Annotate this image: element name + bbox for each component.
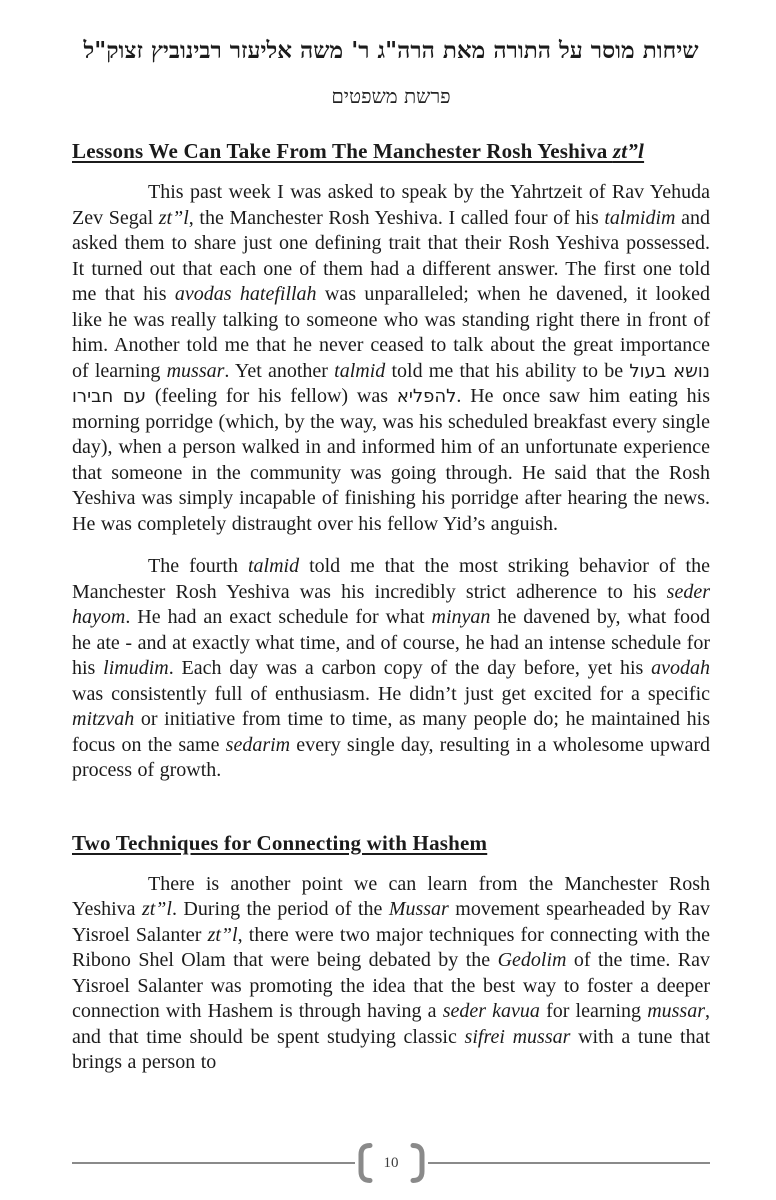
- text-run: with a tune that brings a person to: [72, 1025, 711, 1073]
- page-number: 10: [383, 1154, 399, 1171]
- italic-term: limudim: [103, 657, 169, 679]
- text-run: and asked them to share just one defining trait that their Rosh Yeshiva possessed. It turned out that each one of them had a different answer. The first one told me that his: [72, 206, 710, 305]
- italic-term: talmid: [247, 555, 300, 577]
- text-run: . During the period of the: [172, 898, 389, 920]
- italic-term: Mussar: [388, 898, 449, 920]
- text-run: , and that time should be spent studying classic: [72, 1000, 710, 1048]
- italic-term: mitzvah: [72, 708, 135, 730]
- italic-term: sifrei mussar: [464, 1025, 571, 1048]
- italic-term: seder kavua: [442, 1000, 540, 1022]
- italic-term: talmidim: [604, 206, 676, 229]
- text-run: . He once saw him eating his morning porridge (which, by the way, was his scheduled breakfast every single day), when a person walked in and informed him of an unfortunate experience that someone in the community was going through. He said that the Rosh Yeshiva was simply incapable of finishing his porridge after hearing the news. He was completely distraught over his fellow Yid’s anguish.: [72, 385, 710, 535]
- italic-term: avodas hatefillah: [174, 283, 317, 305]
- hebrew-title: שיחות מוסר על התורה מאת הרה"ג ר' משה אליעזר רבינוביץ זצוק"ל: [83, 37, 699, 64]
- left-bracket-ornament: [355, 1141, 373, 1185]
- footer-rule-left: [72, 1162, 355, 1164]
- text-run: movement spearheaded by Rav Yisroel Salanter: [72, 898, 711, 946]
- section-heading-lessons-from-manchester-rosh-yeshiva: [72, 138, 710, 165]
- text-run: was unparalleled; when he davened, it looked like he was really talking to someone who was standing right there in front of him. Another told me that he never ceased to talk about the great importance of learning: [72, 283, 711, 382]
- text-run: . Each day was a carbon copy of the day before, yet his: [168, 657, 652, 679]
- italic-term: zt”l: [158, 206, 189, 229]
- page-footer: [72, 1140, 710, 1186]
- italic-term: minyan: [431, 606, 491, 628]
- italic-term: mussar: [647, 1000, 705, 1022]
- text-run: he davened by, what food he ate - and at exactly what time, and of course, he had an intense schedule for his: [72, 606, 710, 679]
- hebrew-phrase: להפליא: [396, 386, 457, 407]
- text-run: This past week I was asked to speak by the Yahrtzeit of Rav Yehuda Zev Segal: [72, 181, 710, 229]
- page-header: [72, 36, 710, 109]
- footer-rule-right: [428, 1162, 711, 1164]
- text-run: , there were two major techniques for connecting with the Ribono Shel Olam that were being debated by the: [72, 923, 710, 971]
- text-run: (feeling for his fellow) was: [146, 385, 397, 407]
- italic-term: zt”l: [141, 898, 172, 920]
- italic-term: zt”l: [612, 139, 645, 163]
- text-run: or initiative from time to time, as many people do; he maintained his focus on the same: [72, 708, 710, 756]
- right-bracket-ornament: [410, 1141, 428, 1185]
- italic-term: sedarim: [225, 733, 291, 756]
- text-run: for learning: [539, 1000, 648, 1022]
- text-run: Two Techniques for Connecting with Hashem: [72, 830, 488, 855]
- text-run: of the time. Rav Yisroel Salanter was promoting the idea that the best way to foster a deeper connection with Hashem is through having a: [72, 949, 711, 1022]
- italic-term: zt”l: [207, 923, 238, 946]
- text-run: , the Manchester Rosh Yeshiva. I called four of his: [188, 206, 605, 229]
- body-paragraph: [72, 554, 710, 784]
- text-run: . Yet another: [224, 359, 335, 382]
- article-body: [72, 138, 710, 1076]
- parsha-subtitle: פרשת משפטים: [331, 84, 451, 108]
- body-paragraph: [72, 872, 710, 1076]
- italic-term: Gedolim: [497, 949, 567, 971]
- italic-term: talmid: [334, 359, 386, 382]
- text-run: was consistently full of enthusiasm. He didn’t just get excited for a specific: [72, 682, 710, 705]
- text-run: . He had an exact schedule for what: [125, 606, 432, 628]
- text-run: told me that the most striking behavior of the Manchester Rosh Yeshiva was his incredibly strict adherence to his: [72, 555, 710, 603]
- hebrew-phrase: נושא בעול עם חבירו: [72, 360, 710, 407]
- text-run: Lessons We Can Take From The Manchester Rosh Yeshiva: [72, 139, 613, 163]
- body-paragraph: [72, 180, 710, 537]
- text-run: every single day, resulting in a wholesome upward process of growth.: [72, 733, 710, 781]
- italic-term: mussar: [166, 359, 225, 382]
- text-run: There is another point we can learn from the Manchester Rosh Yeshiva: [72, 872, 710, 920]
- text-run: told me that his ability to be: [385, 359, 630, 382]
- italic-term: avodah: [651, 657, 711, 679]
- text-run: The fourth: [148, 555, 248, 577]
- section-heading-two-techniques: [72, 830, 710, 857]
- italic-term: seder hayom: [72, 580, 710, 628]
